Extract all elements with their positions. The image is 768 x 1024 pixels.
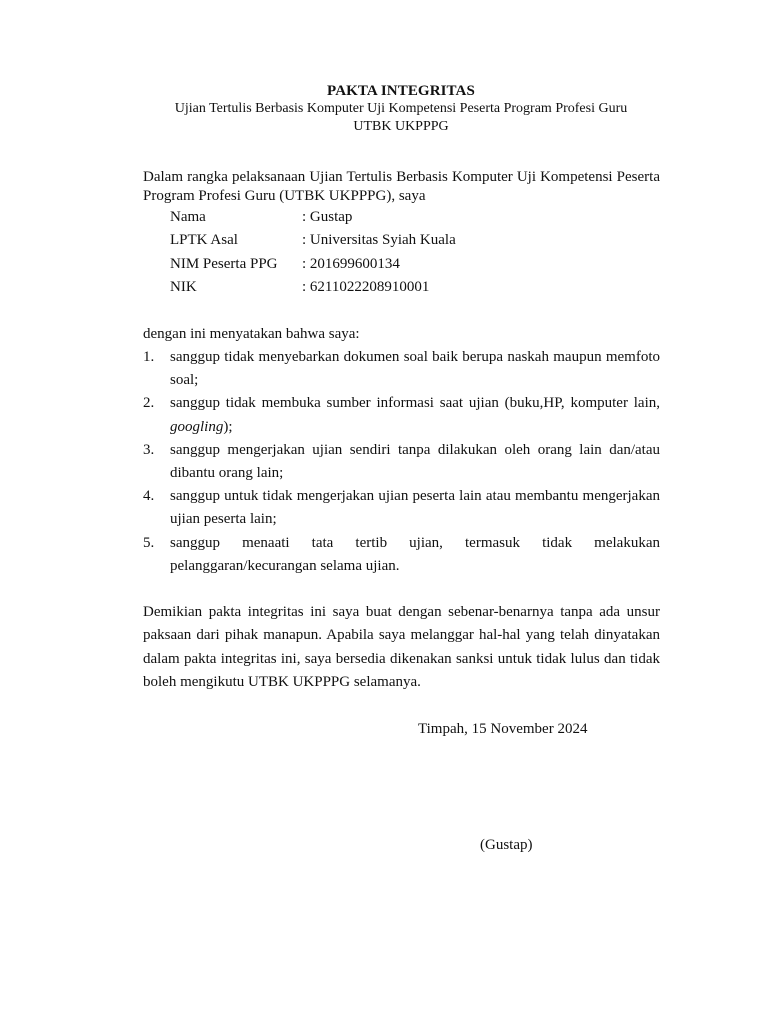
intro-line2: Program Profesi Guru (UTBK UKPPPG), saya (143, 188, 426, 204)
identity-label: LPTK Asal (170, 232, 238, 249)
identity-row (170, 229, 456, 252)
list-item (143, 485, 660, 531)
list-item-number: 2. (143, 395, 155, 412)
list-item-text-part: ); (223, 418, 233, 435)
commitment-list (143, 346, 660, 578)
list-item-text (170, 395, 660, 434)
identity-label: Nama (170, 209, 206, 226)
list-item-text-part: sanggup tidak membuka sumber informasi saat ujian (buku,HP, komputer lain, (170, 395, 660, 412)
identity-table (170, 206, 456, 299)
document-title: PAKTA INTEGRITAS (327, 83, 475, 99)
list-item-number: 1. (143, 349, 155, 365)
list-item-text: sanggup tidak menyebarkan dokumen soal baik berupa naskah maupun memfoto soal; (170, 349, 660, 389)
identity-value: : 6211022208910001 (302, 279, 430, 296)
identity-row (170, 206, 456, 229)
closing-paragraph: Demikian pakta integritas ini saya buat dengan sebenar-benarnya tanpa ada unsur paksaan dari pihak manapun. Apabila saya melanggar hal-hal yang telah dinyatakan dalam pakta integritas ini, saya bersedia dikenakan sanksi untuk tidak lulus dan tidak boleh mengikutu UTBK UKPPPG selamanya. (143, 604, 660, 690)
statement-text: dengan ini menyatakan bahwa saya: (143, 326, 360, 342)
intro-paragraph (143, 168, 660, 206)
list-item (143, 392, 660, 438)
identity-value: : Gustap (302, 209, 353, 226)
list-item-number: 5. (143, 534, 155, 551)
document-subtitle-line1: Ujian Tertulis Berbasis Komputer Uji Kompetensi Peserta Program Profesi Guru (174, 101, 628, 116)
signature-name: (Gustap) (480, 837, 533, 853)
list-item-text-line1: sanggup menaati tata tertib ujian, termasuk tidak melakukan (170, 534, 660, 551)
document-subtitle-line2: UTBK UKPPPG (353, 119, 449, 134)
list-item-text: sanggup untuk tidak mengerjakan ujian peserta lain atau membantu mengerjakan ujian peserta lain; (170, 488, 660, 528)
list-item-text: sanggup mengerjakan ujian sendiri tanpa dilakukan oleh orang lain dan/atau dibantu orang lain; (170, 441, 660, 482)
list-item-text-italic: googling (170, 418, 224, 435)
list-item (143, 532, 660, 578)
list-item (143, 346, 660, 392)
place-date: Timpah, 15 November 2024 (418, 721, 588, 737)
identity-value: : Universitas Syiah Kuala (302, 232, 456, 249)
identity-value: : 201699600134 (302, 255, 400, 272)
list-item (143, 439, 660, 485)
list-item-text-line2: pelanggaran/kecurangan selama ujian. (170, 557, 400, 574)
intro-line1: Dalam rangka pelaksanaan Ujian Tertulis Berbasis Komputer Uji Kompetensi Peserta (143, 169, 660, 185)
identity-label: NIK (170, 279, 197, 296)
identity-row (170, 253, 456, 276)
document-header (0, 82, 768, 136)
list-item-number: 4. (143, 488, 155, 505)
list-item-number: 3. (143, 441, 155, 458)
identity-label: NIM Peserta PPG (170, 255, 278, 272)
identity-row (170, 276, 456, 299)
